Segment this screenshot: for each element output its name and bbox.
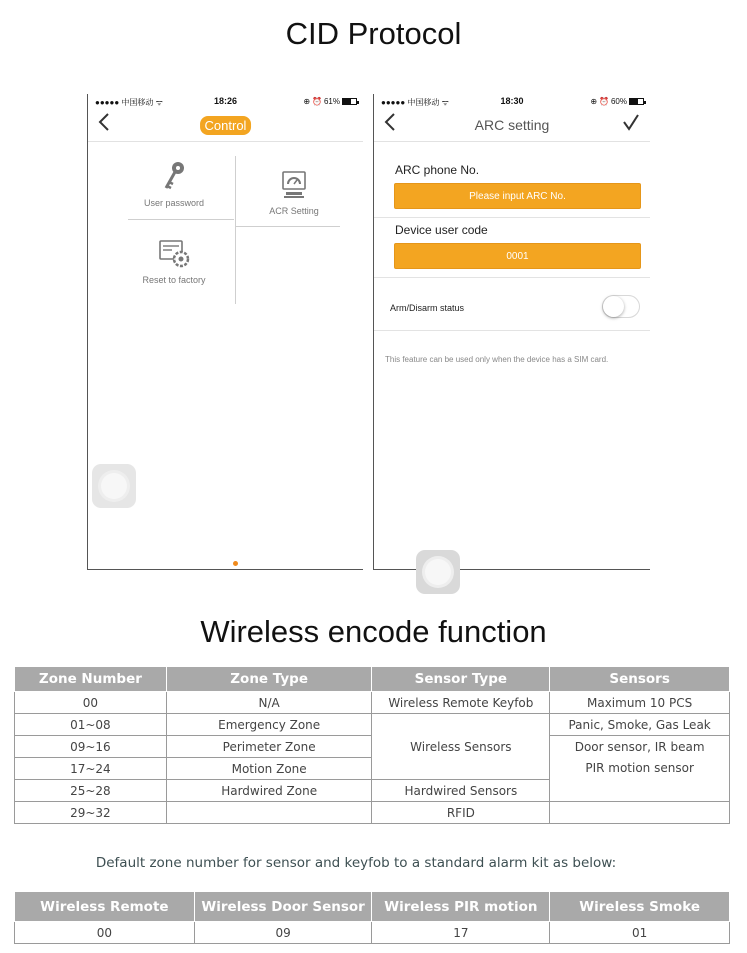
default-zone-cell: 01 [550, 922, 730, 944]
table-row [15, 922, 730, 944]
key-icon [161, 160, 187, 192]
page-indicator-dot [233, 561, 238, 566]
sensors-cell: PIR motion sensor [550, 758, 730, 802]
zone-type-cell: N/A [166, 692, 372, 714]
table-header-row [15, 892, 730, 922]
column-header: Zone Type [166, 667, 372, 692]
nav-title: ARC setting [474, 117, 550, 133]
battery-percent: 60% [610, 97, 627, 106]
device-code-label: Device user code [395, 223, 488, 237]
sensors-cell [550, 802, 730, 824]
nav-bar [374, 108, 650, 142]
divider [374, 330, 650, 331]
zone-type-cell [166, 802, 372, 824]
sensor-type-cell: RFID [372, 802, 550, 824]
carrier-label: ●●●●● 中国移动 ᯤ [381, 98, 449, 107]
default-zone-cell: 17 [372, 922, 550, 944]
divider [374, 217, 650, 218]
reset-factory-tile[interactable] [118, 239, 230, 285]
tile-label: ACR Setting [269, 206, 319, 216]
sensors-cell: Maximum 10 PCS [550, 692, 730, 714]
wifi-icon: ᯤ [155, 98, 163, 107]
table-header-row [15, 667, 730, 692]
zone-number-cell: 17~24 [15, 758, 167, 780]
zone-number-cell: 29~32 [15, 802, 167, 824]
default-zone-cell: 09 [194, 922, 372, 944]
table-row [15, 802, 730, 824]
alarm-icon: ⏰ [312, 97, 322, 106]
tile-label: Reset to factory [142, 275, 206, 285]
zone-number-cell: 09~16 [15, 736, 167, 758]
checkmark-icon [622, 113, 640, 131]
tile-label: User password [143, 198, 205, 208]
alarm-icon: ⏰ [599, 97, 609, 106]
table-row [15, 692, 730, 714]
rotation-lock-icon: ⊕ [590, 97, 598, 106]
phone-screen-control [87, 94, 363, 570]
sensor-type-cell: Wireless Remote Keyfob [372, 692, 550, 714]
arm-disarm-label: Arm/Disarm status [390, 303, 465, 313]
rotation-lock-icon: ⊕ [303, 97, 311, 106]
chevron-left-icon [98, 112, 110, 132]
status-right [590, 97, 644, 106]
grid-divider [128, 219, 234, 220]
sensors-cell: Door sensor, IR beam [550, 736, 730, 758]
arc-phone-input[interactable]: Please input ARC No. [394, 183, 641, 209]
sim-card-note: This feature can be used only when the device has a SIM card. [385, 355, 609, 364]
wifi-icon: ᯤ [441, 98, 449, 107]
monitor-settings-icon [280, 170, 308, 200]
phone-screen-arc-setting [373, 94, 650, 570]
assistive-touch-button[interactable] [416, 550, 460, 594]
divider [374, 277, 650, 278]
status-time: 18:30 [500, 96, 524, 106]
grid-divider [235, 156, 236, 304]
acr-setting-tile[interactable] [238, 170, 350, 216]
user-password-tile[interactable] [118, 160, 230, 208]
status-bar [374, 94, 650, 108]
zone-number-cell: 00 [15, 692, 167, 714]
carrier-label: ●●●●● 中国移动 ᯤ [95, 98, 163, 107]
status-right [303, 97, 357, 106]
zone-type-cell: Hardwired Zone [166, 780, 372, 802]
table-row [15, 714, 730, 736]
reset-gear-icon [158, 239, 190, 269]
default-zone-cell: 00 [15, 922, 195, 944]
default-zone-table [14, 891, 730, 944]
confirm-button[interactable] [622, 113, 640, 136]
zone-type-cell: Perimeter Zone [166, 736, 372, 758]
default-zone-note: Default zone number for sensor and keyfob to a standard alarm kit as below: [95, 855, 617, 871]
page-title-cid: CID Protocol [285, 16, 462, 51]
column-header: Sensors [550, 667, 730, 692]
arc-phone-label: ARC phone No. [395, 163, 480, 177]
zone-table [14, 666, 730, 824]
status-time: 18:26 [213, 96, 238, 106]
column-header: Zone Number [15, 667, 167, 692]
sensor-type-cell: Wireless Sensors [372, 714, 550, 780]
page-title-wireless: Wireless encode function [200, 614, 547, 649]
assistive-touch-button[interactable] [92, 464, 136, 508]
battery-icon [342, 98, 357, 105]
column-header: Wireless Door Sensor [194, 892, 372, 922]
column-header: Wireless PIR motion [372, 892, 550, 922]
status-bar [88, 94, 363, 108]
grid-divider [236, 226, 340, 227]
nav-bar [88, 108, 363, 142]
nav-title: Control [200, 116, 252, 135]
device-code-input[interactable]: 0001 [394, 243, 641, 269]
battery-percent: 61% [323, 97, 340, 106]
zone-number-cell: 01~08 [15, 714, 167, 736]
column-header: Wireless Remote [15, 892, 195, 922]
zone-type-cell: Emergency Zone [166, 714, 372, 736]
zone-type-cell: Motion Zone [166, 758, 372, 780]
column-header: Sensor Type [372, 667, 550, 692]
sensor-type-cell: Hardwired Sensors [372, 780, 550, 802]
sensors-cell: Panic, Smoke, Gas Leak [550, 714, 730, 736]
battery-icon [629, 98, 644, 105]
zone-number-cell: 25~28 [15, 780, 167, 802]
back-button[interactable] [98, 112, 110, 132]
arm-disarm-toggle[interactable] [602, 295, 640, 318]
column-header: Wireless Smoke [550, 892, 730, 922]
